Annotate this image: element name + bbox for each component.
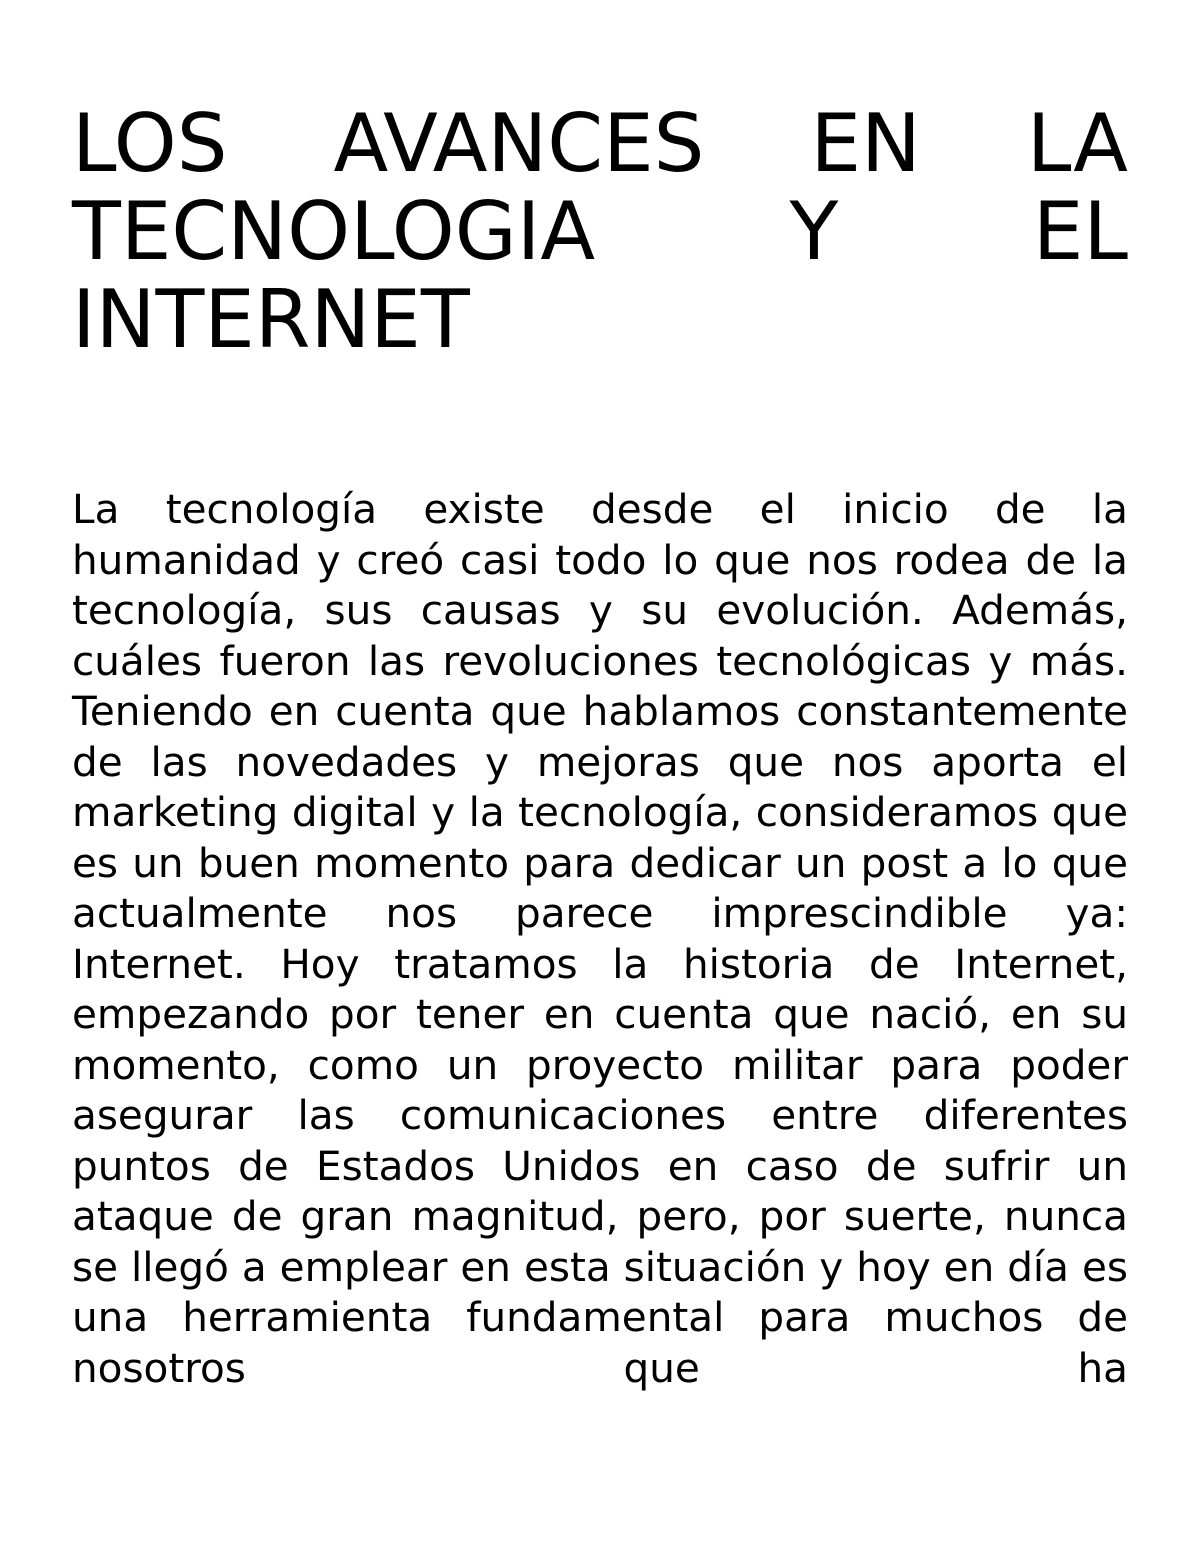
document-title: LOS AVANCES EN LA TECNOLOGIA Y EL INTERNET — [72, 97, 1128, 366]
document-body-paragraph: La tecnología existe desde el inicio de la humanidad y creó casi todo lo que nos rodea de la tecnología, sus causas y su evolución. Además, cuáles fueron las revoluciones tecnológicas y más. Teniendo en cuenta que hablamos constantemente de las novedades y mejoras que nos aporta el marketing digital y la tecnología, consideramos que es un buen momento para dedicar un post a lo que actualmente nos parece imprescindible ya: Internet. Hoy tratamos la historia de Internet, empezando por tener en cuenta que nació, en su momento, como un proyecto militar para poder asegurar las comunicaciones entre diferentes puntos de Estados Unidos en caso de sufrir un ataque de gran magnitud, pero, por suerte, nunca se llegó a emplear en esta situación y hoy en día es una herramienta fundamental para muchos de nosotros que ha — [72, 485, 1128, 1392]
document-page — [72, 97, 1128, 1393]
